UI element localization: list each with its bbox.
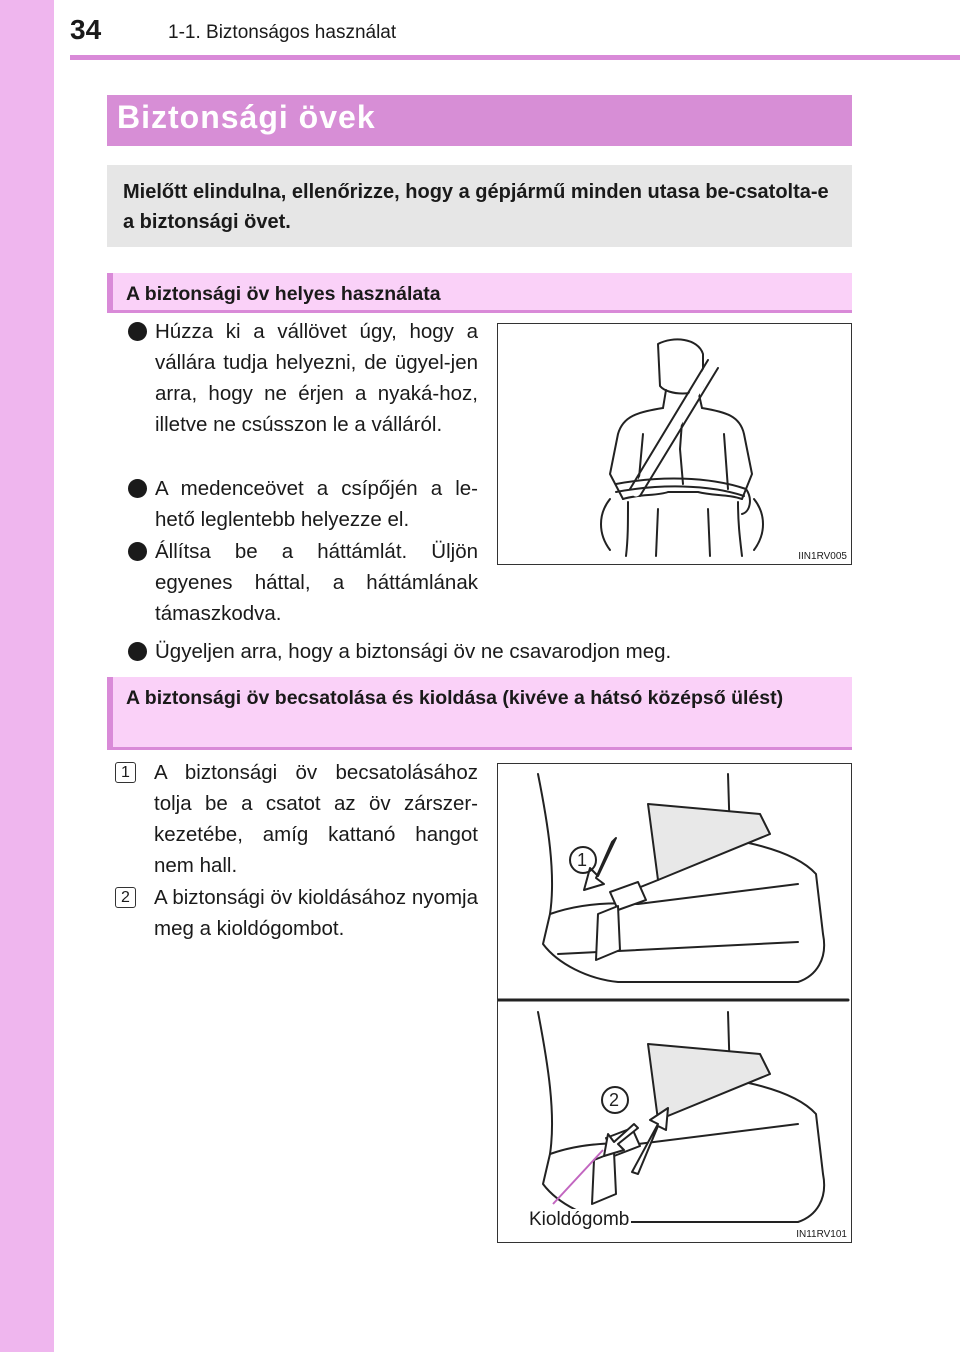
section-heading-correct-use (107, 273, 852, 313)
figure-buckle-release (497, 763, 852, 1243)
section-heading-text: A biztonsági öv becsatolása és kioldása (kivéve a hátsó középső ülést) (126, 687, 784, 709)
side-color-strip (0, 0, 54, 1352)
bullet-dot-icon (128, 479, 147, 498)
step-item: 2 A biztonsági öv kioldásához nyomja meg a kioldógombot. (115, 882, 478, 944)
bullet-dot-icon (128, 542, 147, 561)
bullet-item: Húzza ki a vállövet úgy, hogy a vállára tudja helyezni, de ügyel-jen arra, hogy ne érjen a nyaká-hoz, illetve ne csússzon le a válláról. (128, 316, 478, 440)
figure-code: IIN1RV005 (798, 551, 847, 562)
title-bar (107, 95, 852, 146)
figure-seated-person (497, 323, 852, 565)
figure-label-1: 1 (577, 850, 588, 870)
page-number: 34 (70, 14, 102, 45)
bullet-item: A medenceövet a csípőjén a le-hető leglentebb helyezze el. (128, 473, 478, 535)
bullet-item: Állítsa be a háttámlát. Üljön egyenes háttal, a háttámlának támaszkodva. (128, 536, 478, 629)
seated-person-illustration (498, 324, 850, 564)
buckle-release-illustration (498, 764, 850, 1242)
figure-code: IN11RV101 (796, 1229, 847, 1240)
bullet-dot-icon (128, 322, 147, 341)
step-number-badge: 1 (115, 762, 136, 783)
step-number-badge: 2 (115, 887, 136, 908)
intro-box (107, 165, 852, 247)
release-button-label: Kioldógomb (529, 1209, 630, 1230)
figure-label-2: 2 (609, 1090, 620, 1110)
section-heading-text: A biztonsági öv helyes használata (126, 283, 441, 305)
bullet-item: Ügyeljen arra, hogy a biztonsági öv ne csavarodjon meg. (128, 636, 868, 667)
bullet-dot-icon (128, 642, 147, 661)
step-item: 1 A biztonsági öv becsatolásához tolja be a csatot az öv zárszer-kezetébe, amíg kattanó hangot nem hall. (115, 757, 478, 881)
page-title: Biztonsági övek (117, 99, 376, 135)
section-heading-buckle-release (107, 677, 852, 750)
header-rule (70, 55, 960, 60)
intro-text: Mielőtt elindulna, ellenőrizze, hogy a gépjármű minden utasa be-csatolta-e a biztonsági övet. (123, 181, 829, 233)
running-head: 1-1. Biztonságos használat (168, 22, 397, 43)
